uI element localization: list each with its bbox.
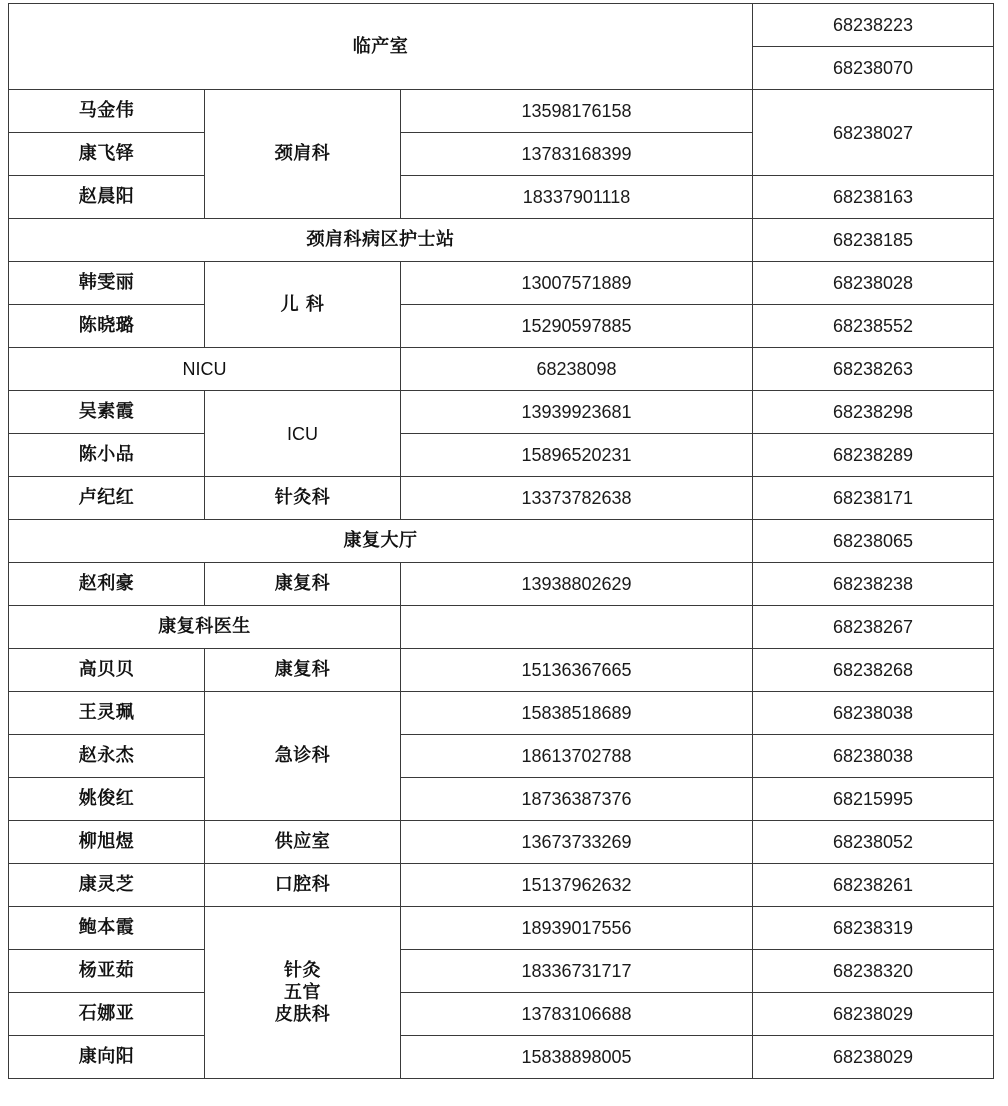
extension-cell: 68238319 <box>753 907 994 950</box>
department-cell: 儿 科 <box>205 262 401 348</box>
department-cell: 康复大厅 <box>9 520 753 563</box>
phone-cell: 18613702788 <box>401 735 753 778</box>
name-cell: 陈小品 <box>9 434 205 477</box>
table-row <box>9 735 994 778</box>
extension-cell: 68238185 <box>753 219 994 262</box>
department-line: 皮肤科 <box>274 1003 331 1025</box>
extension-cell: 68238238 <box>753 563 994 606</box>
table-row <box>9 950 994 993</box>
department-line: 五官 <box>284 981 321 1003</box>
phone-cell: 13783106688 <box>401 993 753 1036</box>
extension-cell: 68238298 <box>753 391 994 434</box>
name-cell: 柳旭煜 <box>9 821 205 864</box>
name-cell: 康向阳 <box>9 1036 205 1079</box>
extension-cell: 68238038 <box>753 735 994 778</box>
phone-cell: 13938802629 <box>401 563 753 606</box>
name-cell: 马金伟 <box>9 90 205 133</box>
table-row <box>9 305 994 348</box>
phone-directory <box>8 3 994 1079</box>
extension-cell: 68238263 <box>753 348 994 391</box>
department-cell <box>205 907 401 1079</box>
table-row <box>9 821 994 864</box>
name-cell: 王灵珮 <box>9 692 205 735</box>
table-row <box>9 477 994 520</box>
phone-cell <box>401 606 753 649</box>
table-row <box>9 907 994 950</box>
department-cell: NICU <box>9 348 401 391</box>
department-cell: ICU <box>205 391 401 477</box>
name-cell: 姚俊红 <box>9 778 205 821</box>
name-cell: 韩雯丽 <box>9 262 205 305</box>
department-line: 针灸 <box>284 959 321 981</box>
table-row <box>9 434 994 477</box>
phone-cell: 18939017556 <box>401 907 753 950</box>
table-row <box>9 90 994 133</box>
table-row <box>9 563 994 606</box>
phone-cell: 13007571889 <box>401 262 753 305</box>
name-cell: 赵利豪 <box>9 563 205 606</box>
extension-cell: 68238070 <box>753 47 994 90</box>
phone-cell: 18337901118 <box>401 176 753 219</box>
table-row <box>9 606 994 649</box>
department-cell: 急诊科 <box>205 692 401 821</box>
department-cell: 康复科医生 <box>9 606 401 649</box>
table-row <box>9 993 994 1036</box>
name-cell: 石娜亚 <box>9 993 205 1036</box>
directory-table <box>8 3 994 1079</box>
department-cell: 针灸科 <box>205 477 401 520</box>
name-cell: 杨亚茹 <box>9 950 205 993</box>
extension-cell: 68238052 <box>753 821 994 864</box>
phone-cell: 13939923681 <box>401 391 753 434</box>
name-cell: 赵晨阳 <box>9 176 205 219</box>
extension-cell: 68238038 <box>753 692 994 735</box>
table-row <box>9 4 994 47</box>
table-row <box>9 778 994 821</box>
table-row <box>9 649 994 692</box>
extension-cell: 68238267 <box>753 606 994 649</box>
phone-cell: 15838898005 <box>401 1036 753 1079</box>
phone-cell: 13783168399 <box>401 133 753 176</box>
department-cell: 临产室 <box>9 4 753 90</box>
phone-cell: 18736387376 <box>401 778 753 821</box>
phone-cell: 15896520231 <box>401 434 753 477</box>
extension-cell: 68238289 <box>753 434 994 477</box>
table-row <box>9 348 994 391</box>
phone-cell: 13673733269 <box>401 821 753 864</box>
extension-cell: 68238028 <box>753 262 994 305</box>
extension-cell: 68238320 <box>753 950 994 993</box>
department-cell: 口腔科 <box>205 864 401 907</box>
extension-cell: 68238065 <box>753 520 994 563</box>
phone-cell: 68238098 <box>401 348 753 391</box>
name-cell: 康飞铎 <box>9 133 205 176</box>
department-cell: 供应室 <box>205 821 401 864</box>
department-cell: 颈肩科 <box>205 90 401 219</box>
table-row <box>9 864 994 907</box>
table-row <box>9 692 994 735</box>
phone-cell: 18336731717 <box>401 950 753 993</box>
extension-cell: 68215995 <box>753 778 994 821</box>
name-cell: 赵永杰 <box>9 735 205 778</box>
phone-cell: 15290597885 <box>401 305 753 348</box>
extension-cell: 68238552 <box>753 305 994 348</box>
extension-cell: 68238171 <box>753 477 994 520</box>
extension-cell: 68238029 <box>753 1036 994 1079</box>
extension-cell: 68238163 <box>753 176 994 219</box>
phone-cell: 13598176158 <box>401 90 753 133</box>
name-cell: 卢纪红 <box>9 477 205 520</box>
name-cell: 康灵芝 <box>9 864 205 907</box>
extension-cell: 68238268 <box>753 649 994 692</box>
department-cell: 康复科 <box>205 649 401 692</box>
phone-cell: 13373782638 <box>401 477 753 520</box>
phone-cell: 15838518689 <box>401 692 753 735</box>
table-row <box>9 176 994 219</box>
extension-cell: 68238223 <box>753 4 994 47</box>
department-cell: 康复科 <box>205 563 401 606</box>
department-cell: 颈肩科病区护士站 <box>9 219 753 262</box>
table-row <box>9 262 994 305</box>
extension-cell: 68238261 <box>753 864 994 907</box>
name-cell: 鲍本霞 <box>9 907 205 950</box>
phone-cell: 15137962632 <box>401 864 753 907</box>
extension-cell: 68238027 <box>753 90 994 176</box>
name-cell: 陈晓璐 <box>9 305 205 348</box>
name-cell: 高贝贝 <box>9 649 205 692</box>
table-row <box>9 219 994 262</box>
extension-cell: 68238029 <box>753 993 994 1036</box>
name-cell: 吴素霞 <box>9 391 205 434</box>
table-row <box>9 391 994 434</box>
table-row <box>9 520 994 563</box>
table-row <box>9 1036 994 1079</box>
phone-cell: 15136367665 <box>401 649 753 692</box>
